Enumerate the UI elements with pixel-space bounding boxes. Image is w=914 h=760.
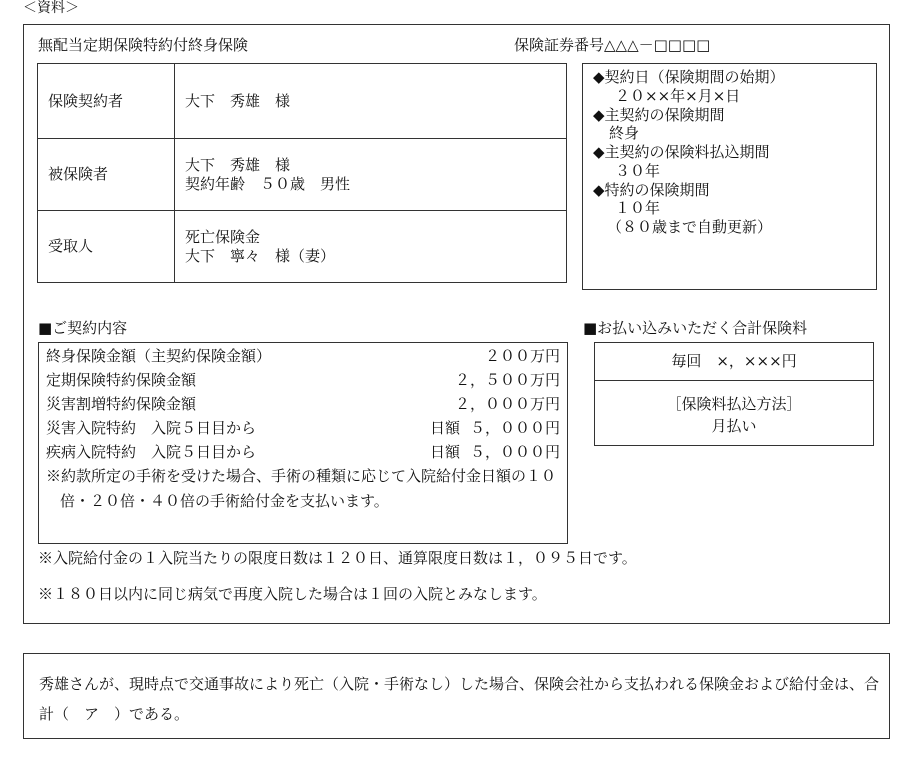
- coverage-label: 災害入院特約 入院５日目から: [46, 419, 257, 437]
- party-value-line: 大下 秀雄 様: [185, 155, 291, 174]
- party-value: [175, 211, 567, 283]
- coverage-row: [46, 368, 560, 392]
- table-row: [38, 211, 567, 283]
- period-value: ２０××年×月×日: [615, 86, 741, 105]
- footnote-limit: ※入院給付金の１入院当たりの限度日数は１２０日、通算限度日数は１，０９５日です。: [38, 549, 637, 567]
- period-value: ３０年: [615, 161, 661, 180]
- policy-number: 保険証券番号△△△－□□□□: [514, 36, 711, 54]
- payment-method-label: ［保険料払込方法］: [666, 395, 802, 413]
- payment-box: [594, 342, 874, 446]
- party-label: 受取人: [38, 211, 175, 283]
- coverage-note: ※約款所定の手術を受けた場合、手術の種類に応じて入院給付金日額の１０倍・２０倍・４０倍の手術給付金を支払います。: [46, 467, 557, 510]
- period-heading: ◆契約日（保険期間の始期）: [593, 68, 785, 86]
- party-value-line: 死亡保険金: [185, 227, 261, 246]
- table-row: [38, 139, 567, 211]
- party-label: 被保険者: [38, 139, 175, 211]
- question-box: [23, 653, 890, 739]
- parties-table: [37, 63, 567, 283]
- question-text: 秀雄さんが、現時点で交通事故により死亡（入院・手術なし）した場合、保険会社から支払われる保険金および給付金は、合計（ ア ）である。: [39, 675, 880, 723]
- period-heading: ◆特約の保険期間: [593, 180, 710, 199]
- coverage-amount: ２，５００万円: [454, 371, 560, 389]
- coverage-row: [46, 416, 560, 440]
- coverage-row: [46, 440, 560, 464]
- coverage-row: [46, 392, 560, 416]
- coverage-amount: ５，０００円: [469, 443, 560, 461]
- period-heading: ◆主契約の保険期間: [593, 105, 725, 124]
- coverage-row: [46, 344, 560, 368]
- header-label: ＜資料＞: [23, 0, 79, 16]
- payment-method: [595, 381, 873, 437]
- period-value: 終身: [609, 124, 640, 143]
- footnote-readmission: ※１８０日以内に同じ病気で再度入院した場合は１回の入院とみなします。: [38, 585, 547, 603]
- party-value: [175, 139, 567, 211]
- payment-title: ■お払い込みいただく合計保険料: [583, 319, 808, 337]
- coverage-title: ■ご契約内容: [38, 319, 128, 337]
- coverage-daily-label: 日額: [429, 443, 460, 461]
- coverage-label: 終身保険金額（主契約保険金額）: [46, 347, 272, 365]
- coverage-label: 疾病入院特約 入院５日目から: [46, 443, 257, 461]
- coverage-amount: ２００万円: [484, 347, 560, 365]
- party-value-line: 大下 秀雄 様: [185, 91, 291, 110]
- coverage-box: [38, 342, 568, 544]
- coverage-amount: ５，０００円: [469, 419, 560, 437]
- table-row: [38, 64, 567, 139]
- coverage-amount: ２，０００万円: [454, 395, 560, 413]
- period-heading: ◆主契約の保険料払込期間: [593, 143, 770, 161]
- payment-each-time: 毎回 ×，×××円: [595, 343, 873, 381]
- period-value-note: （８０歳まで自動更新）: [607, 218, 773, 236]
- coverage-label: 定期保険特約保険金額: [46, 371, 197, 389]
- party-label: 保険契約者: [38, 64, 175, 139]
- coverage-label: 災害割増特約保険金額: [46, 395, 197, 413]
- party-value: [175, 64, 567, 139]
- payment-method-value: 月払い: [711, 417, 757, 435]
- period-value: １０年: [615, 199, 661, 218]
- party-value-line: 大下 寧々 様（妻）: [185, 246, 336, 265]
- coverage-daily-label: 日額: [429, 419, 460, 437]
- period-box: [582, 63, 877, 290]
- plan-name: 無配当定期保険特約付終身保険: [38, 36, 249, 54]
- party-value-line: 契約年齢 ５０歳 男性: [185, 174, 351, 193]
